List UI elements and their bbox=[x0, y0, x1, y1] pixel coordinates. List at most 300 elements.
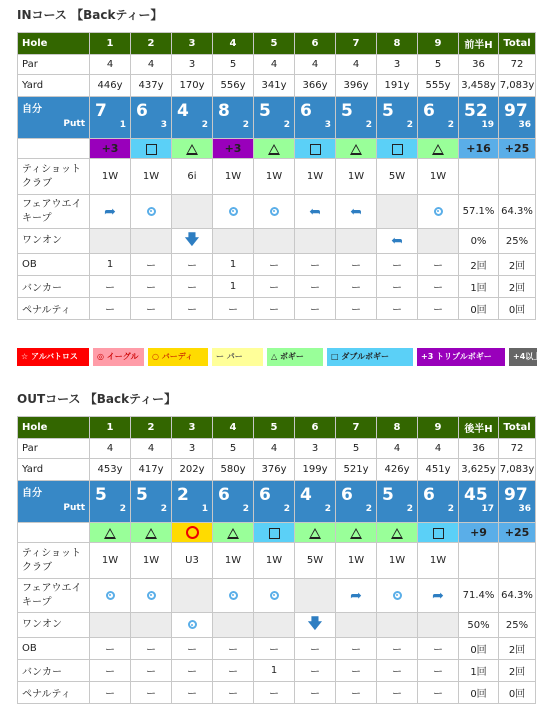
hole-number: 9 bbox=[418, 33, 459, 55]
legend-albatross: ☆ アルバトロス bbox=[17, 348, 89, 366]
tee-club-cell: 1W bbox=[336, 543, 377, 579]
one-on-label: ワンオン bbox=[18, 613, 90, 638]
double-bogey-square-icon bbox=[433, 528, 444, 539]
yard-cell: 446y bbox=[90, 75, 131, 97]
stroke-count: 7 bbox=[95, 100, 107, 121]
par-cell: 4 bbox=[90, 439, 131, 459]
legend-triple-bogey: +3 トリプルボギー bbox=[417, 348, 505, 366]
penalty-row bbox=[18, 298, 536, 320]
ob-cell: 1 bbox=[90, 254, 131, 276]
result-half: +16 bbox=[459, 139, 499, 159]
tee-club-cell: 5W bbox=[295, 543, 336, 579]
result-cell bbox=[336, 523, 377, 543]
stroke-count: 5 bbox=[382, 100, 394, 121]
bogey-triangle-icon bbox=[186, 144, 198, 155]
hole-number: 7 bbox=[336, 417, 377, 439]
bunker-label: バンカー bbox=[18, 660, 90, 682]
one-on-cell bbox=[213, 613, 254, 638]
fairway-keep-cell bbox=[90, 195, 131, 229]
result-cell bbox=[131, 139, 172, 159]
one-on-cell bbox=[418, 229, 459, 254]
self-name: 自分 bbox=[22, 104, 42, 115]
penalty-label: ペナルティ bbox=[18, 682, 90, 704]
hole-number: 4 bbox=[213, 33, 254, 55]
self-score-row bbox=[18, 97, 536, 139]
stroke-count: 6 bbox=[341, 484, 353, 505]
one-on-cell bbox=[131, 229, 172, 254]
result-cell bbox=[377, 139, 418, 159]
self-half-cell bbox=[459, 481, 499, 523]
double-bogey-square-icon bbox=[392, 144, 403, 155]
total-putts: 36 bbox=[518, 119, 531, 130]
curve-left-arrow-icon: ➦ bbox=[309, 203, 321, 220]
half-strokes: 52 bbox=[464, 100, 488, 121]
ob-cell: ー bbox=[90, 638, 131, 660]
self-label bbox=[18, 481, 90, 523]
yard-label: Yard bbox=[18, 75, 90, 97]
bunker-cell: ー bbox=[295, 276, 336, 298]
tee-club-cell: 1W bbox=[418, 543, 459, 579]
penalty-cell: ー bbox=[418, 298, 459, 320]
putt-count: 1 bbox=[119, 119, 126, 130]
fairway-keep-cell bbox=[131, 579, 172, 613]
self-score-cell bbox=[131, 481, 172, 523]
bogey-triangle-icon bbox=[145, 528, 157, 539]
result-text: +3 bbox=[224, 142, 242, 155]
one-on-half: 0% bbox=[459, 229, 499, 254]
self-name: 自分 bbox=[22, 488, 42, 499]
par-cell: 4 bbox=[131, 55, 172, 75]
self-score-cell bbox=[295, 97, 336, 139]
fairway-keep-half: 57.1% bbox=[459, 195, 499, 229]
curve-right-arrow-icon: ➦ bbox=[104, 203, 116, 220]
fairway-keep-cell bbox=[295, 195, 336, 229]
hole-header-row bbox=[18, 417, 536, 439]
par-cell: 3 bbox=[172, 439, 213, 459]
ob-cell: ー bbox=[377, 638, 418, 660]
result-cell bbox=[295, 139, 336, 159]
yard-cell: 341y bbox=[254, 75, 295, 97]
putt-count: 2 bbox=[324, 503, 331, 514]
stroke-count: 6 bbox=[423, 484, 435, 505]
bogey-triangle-icon bbox=[227, 528, 239, 539]
self-total-cell bbox=[499, 97, 536, 139]
hole-number: 1 bbox=[90, 417, 131, 439]
in-course-scorecard bbox=[17, 32, 536, 320]
tee-club-cell: 1W bbox=[418, 159, 459, 195]
penalty-cell: ー bbox=[418, 682, 459, 704]
down-arrow-icon: 🡇 bbox=[184, 232, 200, 248]
result-row bbox=[18, 523, 536, 543]
yard-cell: 417y bbox=[131, 459, 172, 481]
bunker-cell: ー bbox=[172, 276, 213, 298]
tee-club-cell: 1W bbox=[90, 159, 131, 195]
bunker-label: バンカー bbox=[18, 276, 90, 298]
birdie-circle-icon bbox=[186, 526, 199, 539]
hole-number: 2 bbox=[131, 417, 172, 439]
penalty-cell: ー bbox=[254, 682, 295, 704]
fairway-keep-cell bbox=[336, 579, 377, 613]
ob-cell: ー bbox=[418, 254, 459, 276]
self-score-cell bbox=[418, 481, 459, 523]
bogey-triangle-icon bbox=[350, 144, 362, 155]
stroke-count: 5 bbox=[259, 100, 271, 121]
putt-count: 2 bbox=[283, 119, 290, 130]
hole-number: 5 bbox=[254, 417, 295, 439]
ob-row bbox=[18, 638, 536, 660]
fairway-keep-cell bbox=[254, 579, 295, 613]
one-on-row bbox=[18, 613, 536, 638]
stroke-count: 2 bbox=[177, 484, 189, 505]
tee-club-cell: 1W bbox=[254, 159, 295, 195]
legend-eagle: ◎ イーグル bbox=[93, 348, 144, 366]
fairway-keep-cell bbox=[295, 579, 336, 613]
penalty-cell: ー bbox=[295, 298, 336, 320]
yard-cell: 426y bbox=[377, 459, 418, 481]
penalty-cell: ー bbox=[336, 682, 377, 704]
self-score-cell bbox=[90, 481, 131, 523]
self-label bbox=[18, 97, 90, 139]
fairway-keep-cell bbox=[172, 579, 213, 613]
fairway-hit-icon bbox=[188, 620, 197, 629]
stroke-count: 8 bbox=[218, 100, 230, 121]
out-course-title: OUTコース 【Backティー】 bbox=[17, 392, 177, 406]
bogey-triangle-icon bbox=[309, 528, 321, 539]
fairway-keep-cell bbox=[213, 579, 254, 613]
double-bogey-square-icon bbox=[269, 528, 280, 539]
par-label: Par bbox=[18, 55, 90, 75]
result-cell bbox=[336, 139, 377, 159]
ob-cell: ー bbox=[295, 638, 336, 660]
penalty-label: ペナルティ bbox=[18, 298, 90, 320]
putt-count: 2 bbox=[406, 503, 413, 514]
self-score-cell bbox=[213, 97, 254, 139]
ob-cell: ー bbox=[213, 638, 254, 660]
par-total: 72 bbox=[499, 55, 536, 75]
curve-right-arrow-icon: ➦ bbox=[432, 587, 444, 604]
ob-cell: ー bbox=[131, 638, 172, 660]
one-on-row bbox=[18, 229, 536, 254]
fairway-keep-cell bbox=[213, 195, 254, 229]
one-on-total: 25% bbox=[499, 229, 536, 254]
legend-par: ー パー bbox=[212, 348, 263, 366]
ob-half: 2回 bbox=[459, 254, 499, 276]
hole-number: 8 bbox=[377, 33, 418, 55]
penalty-cell: ー bbox=[377, 298, 418, 320]
hole-number: 3 bbox=[172, 33, 213, 55]
self-score-cell bbox=[336, 481, 377, 523]
yard-cell: 191y bbox=[377, 75, 418, 97]
stroke-count: 5 bbox=[341, 100, 353, 121]
self-score-row bbox=[18, 481, 536, 523]
stroke-count: 6 bbox=[423, 100, 435, 121]
tee-club-cell: 1W bbox=[213, 159, 254, 195]
fairway-keep-total: 64.3% bbox=[499, 579, 536, 613]
tee-club-cell: 1W bbox=[90, 543, 131, 579]
par-cell: 4 bbox=[131, 439, 172, 459]
bunker-cell: ー bbox=[418, 660, 459, 682]
one-on-cell bbox=[377, 229, 418, 254]
fairway-hit-icon bbox=[434, 207, 443, 216]
total-header: Total bbox=[499, 417, 536, 439]
bunker-cell: 1 bbox=[213, 276, 254, 298]
par-cell: 3 bbox=[172, 55, 213, 75]
hole-number: 9 bbox=[418, 417, 459, 439]
result-total: +25 bbox=[499, 139, 536, 159]
par-cell: 5 bbox=[418, 55, 459, 75]
self-score-cell bbox=[254, 97, 295, 139]
par-cell: 4 bbox=[377, 439, 418, 459]
yard-cell: 555y bbox=[418, 75, 459, 97]
par-cell: 5 bbox=[336, 439, 377, 459]
total-strokes: 97 bbox=[504, 100, 528, 121]
one-on-cell bbox=[90, 229, 131, 254]
bunker-half: 1回 bbox=[459, 276, 499, 298]
penalty-row bbox=[18, 682, 536, 704]
bunker-cell: ー bbox=[90, 276, 131, 298]
ob-cell: ー bbox=[377, 254, 418, 276]
yard-half: 3,625y bbox=[459, 459, 499, 481]
result-cell bbox=[418, 523, 459, 543]
putt-count: 2 bbox=[242, 503, 249, 514]
putt-count: 1 bbox=[201, 503, 208, 514]
bogey-triangle-icon bbox=[104, 528, 116, 539]
result-cell bbox=[418, 139, 459, 159]
putt-count: 2 bbox=[447, 503, 454, 514]
yard-cell: 521y bbox=[336, 459, 377, 481]
par-cell: 3 bbox=[377, 55, 418, 75]
ob-cell: ー bbox=[254, 638, 295, 660]
tee-club-cell: 1W bbox=[336, 159, 377, 195]
self-score-cell bbox=[131, 97, 172, 139]
stroke-count: 5 bbox=[136, 484, 148, 505]
one-on-cell bbox=[131, 613, 172, 638]
bunker-cell: ー bbox=[295, 660, 336, 682]
legend-birdie: ○ バーディ bbox=[148, 348, 208, 366]
tee-club-cell: 1W bbox=[377, 543, 418, 579]
ob-cell: ー bbox=[172, 638, 213, 660]
double-bogey-square-icon bbox=[310, 144, 321, 155]
fairway-keep-cell bbox=[377, 195, 418, 229]
penalty-cell: ー bbox=[90, 298, 131, 320]
self-total-cell bbox=[499, 481, 536, 523]
total-putts: 36 bbox=[518, 503, 531, 514]
par-row bbox=[18, 439, 536, 459]
par-cell: 5 bbox=[213, 439, 254, 459]
fairway-keep-label: フェアウエイキープ bbox=[18, 195, 90, 229]
tee-club-cell: 1W bbox=[254, 543, 295, 579]
putt-label: Putt bbox=[63, 503, 85, 513]
hole-header-row bbox=[18, 33, 536, 55]
one-on-half: 50% bbox=[459, 613, 499, 638]
penalty-total: 0回 bbox=[499, 682, 536, 704]
hole-number: 6 bbox=[295, 33, 336, 55]
bunker-total: 2回 bbox=[499, 660, 536, 682]
self-half-cell bbox=[459, 97, 499, 139]
putt-count: 2 bbox=[119, 503, 126, 514]
tee-club-total bbox=[499, 543, 536, 579]
penalty-cell: ー bbox=[213, 682, 254, 704]
half-header: 前半H bbox=[459, 33, 499, 55]
fairway-keep-cell bbox=[418, 195, 459, 229]
par-row bbox=[18, 55, 536, 75]
yard-cell: 366y bbox=[295, 75, 336, 97]
putt-count: 3 bbox=[160, 119, 167, 130]
one-on-cell bbox=[418, 613, 459, 638]
bunker-cell: ー bbox=[336, 276, 377, 298]
result-cell bbox=[295, 523, 336, 543]
result-cell bbox=[90, 523, 131, 543]
stroke-count: 6 bbox=[300, 100, 312, 121]
ob-cell: ー bbox=[295, 254, 336, 276]
putt-count: 2 bbox=[160, 503, 167, 514]
penalty-cell: ー bbox=[172, 298, 213, 320]
one-on-cell bbox=[172, 613, 213, 638]
fairway-keep-row bbox=[18, 195, 536, 229]
in-course-title: INコース 【Backティー】 bbox=[17, 8, 163, 22]
half-strokes: 45 bbox=[464, 484, 488, 505]
par-total: 72 bbox=[499, 439, 536, 459]
par-cell: 5 bbox=[213, 55, 254, 75]
self-score-cell bbox=[295, 481, 336, 523]
par-label: Par bbox=[18, 439, 90, 459]
fairway-hit-icon bbox=[147, 207, 156, 216]
result-label bbox=[18, 523, 90, 543]
curve-left-arrow-icon: ➦ bbox=[350, 203, 362, 220]
tee-club-cell: 5W bbox=[377, 159, 418, 195]
stroke-count: 6 bbox=[259, 484, 271, 505]
fairway-hit-icon bbox=[270, 207, 279, 216]
self-score-cell bbox=[254, 481, 295, 523]
fairway-hit-icon bbox=[229, 207, 238, 216]
bunker-cell: ー bbox=[377, 660, 418, 682]
hole-number: 5 bbox=[254, 33, 295, 55]
fairway-hit-icon bbox=[147, 591, 156, 600]
self-score-cell bbox=[418, 97, 459, 139]
putt-label: Putt bbox=[63, 119, 85, 129]
out-course-scorecard bbox=[17, 416, 536, 704]
fairway-hit-icon bbox=[106, 591, 115, 600]
penalty-cell: ー bbox=[336, 298, 377, 320]
penalty-cell: ー bbox=[131, 298, 172, 320]
stroke-count: 6 bbox=[218, 484, 230, 505]
result-total: +25 bbox=[499, 523, 536, 543]
bunker-cell: ー bbox=[418, 276, 459, 298]
result-cell bbox=[131, 523, 172, 543]
legend-bogey: △ ボギー bbox=[267, 348, 323, 366]
self-score-cell bbox=[377, 481, 418, 523]
ob-cell: ー bbox=[418, 638, 459, 660]
self-score-cell bbox=[336, 97, 377, 139]
one-on-label: ワンオン bbox=[18, 229, 90, 254]
tee-club-cell: 1W bbox=[213, 543, 254, 579]
ob-cell: ー bbox=[172, 254, 213, 276]
half-putts: 17 bbox=[481, 503, 494, 514]
stroke-count: 4 bbox=[177, 100, 189, 121]
ob-half: 0回 bbox=[459, 638, 499, 660]
tee-club-cell: 6i bbox=[172, 159, 213, 195]
legend-plus4: +4以上 bbox=[509, 348, 537, 366]
result-cell bbox=[213, 139, 254, 159]
one-on-cell bbox=[295, 229, 336, 254]
bunker-cell: ー bbox=[90, 660, 131, 682]
ob-cell: 1 bbox=[213, 254, 254, 276]
hole-label: Hole bbox=[18, 33, 90, 55]
result-cell bbox=[172, 523, 213, 543]
ob-cell: ー bbox=[131, 254, 172, 276]
bunker-cell: ー bbox=[377, 276, 418, 298]
curve-left-arrow-icon: ➦ bbox=[391, 233, 403, 249]
one-on-cell bbox=[295, 613, 336, 638]
total-strokes: 97 bbox=[504, 484, 528, 505]
tee-club-cell: 1W bbox=[131, 543, 172, 579]
tee-club-total bbox=[499, 159, 536, 195]
bogey-triangle-icon bbox=[432, 144, 444, 155]
yard-cell: 451y bbox=[418, 459, 459, 481]
self-score-cell bbox=[172, 97, 213, 139]
penalty-cell: ー bbox=[377, 682, 418, 704]
result-row bbox=[18, 139, 536, 159]
bogey-triangle-icon bbox=[268, 144, 280, 155]
bunker-cell: ー bbox=[336, 660, 377, 682]
tee-club-half bbox=[459, 159, 499, 195]
penalty-cell: ー bbox=[90, 682, 131, 704]
par-cell: 4 bbox=[90, 55, 131, 75]
penalty-half: 0回 bbox=[459, 682, 499, 704]
par-cell: 3 bbox=[295, 439, 336, 459]
putt-count: 2 bbox=[447, 119, 454, 130]
score-legend bbox=[17, 348, 541, 368]
result-half: +9 bbox=[459, 523, 499, 543]
hole-number: 1 bbox=[90, 33, 131, 55]
ob-cell: ー bbox=[336, 638, 377, 660]
par-cell: 4 bbox=[254, 55, 295, 75]
one-on-cell bbox=[254, 229, 295, 254]
putt-count: 2 bbox=[283, 503, 290, 514]
fairway-hit-icon bbox=[229, 591, 238, 600]
bunker-cell: ー bbox=[254, 276, 295, 298]
self-score-cell bbox=[377, 97, 418, 139]
self-score-cell bbox=[213, 481, 254, 523]
result-label bbox=[18, 139, 90, 159]
fairway-keep-cell bbox=[418, 579, 459, 613]
yard-cell: 580y bbox=[213, 459, 254, 481]
fairway-keep-total: 64.3% bbox=[499, 195, 536, 229]
par-cell: 4 bbox=[295, 55, 336, 75]
hole-number: 2 bbox=[131, 33, 172, 55]
fairway-keep-cell bbox=[254, 195, 295, 229]
penalty-cell: ー bbox=[254, 298, 295, 320]
fairway-keep-cell bbox=[172, 195, 213, 229]
one-on-cell bbox=[377, 613, 418, 638]
tee-club-cell: 1W bbox=[295, 159, 336, 195]
bunker-cell: ー bbox=[172, 660, 213, 682]
fairway-keep-label: フェアウエイキープ bbox=[18, 579, 90, 613]
ob-cell: ー bbox=[336, 254, 377, 276]
bogey-triangle-icon bbox=[391, 528, 403, 539]
one-on-cell bbox=[172, 229, 213, 254]
result-cell bbox=[377, 523, 418, 543]
half-putts: 19 bbox=[481, 119, 494, 130]
hole-number: 7 bbox=[336, 33, 377, 55]
tee-club-row bbox=[18, 543, 536, 579]
one-on-cell bbox=[336, 613, 377, 638]
ob-row bbox=[18, 254, 536, 276]
par-cell: 4 bbox=[418, 439, 459, 459]
bunker-row bbox=[18, 276, 536, 298]
bunker-row bbox=[18, 660, 536, 682]
tee-club-cell: U3 bbox=[172, 543, 213, 579]
